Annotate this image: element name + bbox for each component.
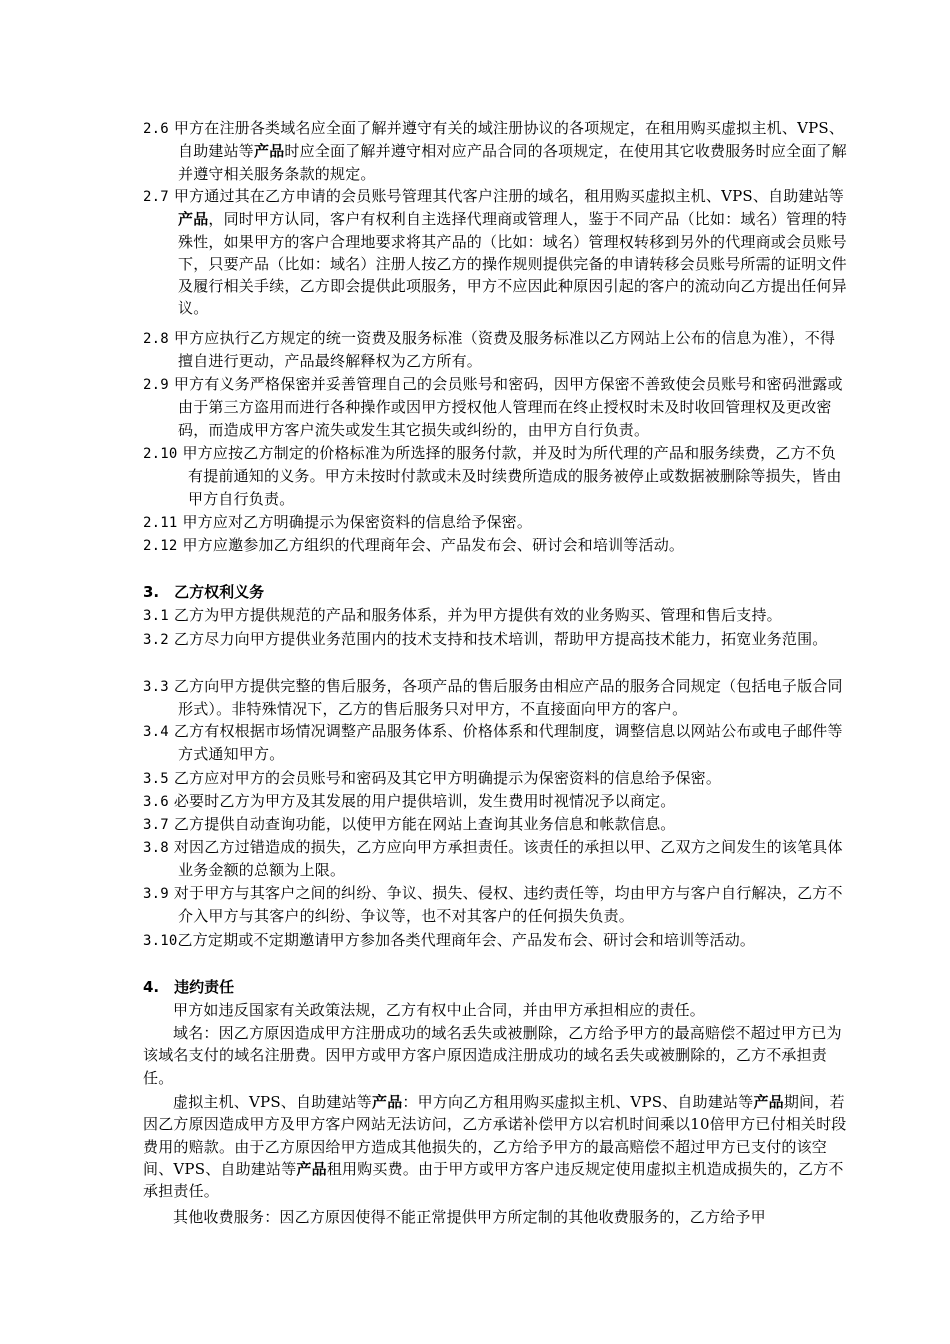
clause-3-9: 3.9 对于甲方与其客户之间的纠纷、争议、损失、侵权、违约责任等，均由甲方与客户自行解决，乙方不介入甲方与其客户的纠纷、争议等，也不对其客户的任何损失负责。 xyxy=(143,884,843,926)
clause-number: 2.11 xyxy=(143,515,178,531)
paragraph-hosting: 虚拟主机、VPS、自助建站等产品：甲方向乙方租用购买虚拟主机、VPS、自助建站等产品期间，若因乙方原因造成甲方及甲方客户网站无法访问，乙方承诺补偿甲方以宕机时间乘以10倍甲方已付相关时段费用的赔款。由于乙方原因给甲方造成其他损失的，乙方给予甲方的最高赔偿不超过甲方已支付的该空间、VPS、自助建站等产品租用购买费。由于甲方或甲方客户违反规定使用虚拟主机造成损失的，乙方不承担责任。 xyxy=(143,1093,847,1201)
clause-2-11: 2.11 甲方应对乙方明确提示为保密资料的信息给予保密。 xyxy=(143,513,533,531)
clause-number: 3.9 xyxy=(143,886,169,902)
clause-3-4: 3.4 乙方有权根据市场情况调整产品服务体系、价格体系和代理制度，调整信息以网站公布或电子邮件等方式通知甲方。 xyxy=(143,722,843,764)
clause-number: 3.6 xyxy=(143,794,169,810)
clause-number: 3.4 xyxy=(143,724,169,740)
paragraph-domain: 域名：因乙方原因造成甲方注册成功的域名丢失或被删除，乙方给予甲方的最高赔偿不超过甲方已为该域名支付的域名注册费。因甲方或甲方客户原因造成注册成功的域名丢失或被删除的，乙方不承担责任。 xyxy=(143,1024,842,1087)
clause-3-6: 3.6 必要时乙方为甲方及其发展的用户提供培训，发生费用时视情况予以商定。 xyxy=(143,792,676,810)
clause-number: 2.10 xyxy=(143,446,178,462)
keyword-product: 产品 xyxy=(372,1093,403,1111)
keyword-product: 产品 xyxy=(178,210,209,229)
clause-3-7: 3.7 乙方提供自动查询功能，以使甲方能在网站上查询其业务信息和帐款信息。 xyxy=(143,815,676,833)
clause-number: 3.7 xyxy=(143,817,169,833)
clause-3-8: 3.8 对因乙方过错造成的损失，乙方应向甲方承担责任。该责任的承担以甲、乙双方之间发生的该笔具体业务金额的总额为上限。 xyxy=(143,838,843,880)
clause-number: 3.3 xyxy=(143,679,169,695)
keyword-product: 产品 xyxy=(753,1093,784,1111)
clause-number: 2.7 xyxy=(143,189,169,205)
clause-2-10: 2.10 甲方应按乙方制定的价格标准为所选择的服务付款，并及时为所代理的产品和服务续费，乙方不负有提前通知的义务。甲方未按时付款或未及时续费所造成的服务被停止或数据被删除等损失，皆由甲方自行负责。 xyxy=(143,444,842,508)
clause-2-8: 2.8 甲方应执行乙方规定的统一资费及服务标准（资费及服务标准以乙方网站上公布的信息为准），不得擅自进行更动，产品最终解释权为乙方所有。 xyxy=(143,329,836,371)
clause-3-1: 3.1 乙方为甲方提供规范的产品和服务体系，并为甲方提供有效的业务购买、管理和售后支持。 xyxy=(143,606,782,624)
clause-3-10: 3.10乙方定期或不定期邀请甲方参加各类代理商年会、产品发布会、研讨会和培训等活动。 xyxy=(143,931,756,949)
clause-2-12: 2.12 甲方应邀参加乙方组织的代理商年会、产品发布会、研讨会和培训等活动。 xyxy=(143,536,685,554)
keyword-product: 产品 xyxy=(254,142,285,161)
clause-2-6: 2.6 甲方在注册各类域名应全面了解并遵守有关的域注册协议的各项规定，在租用购买虚拟主机、VPS、自助建站等产品时应全面了解并遵守相对应产品合同的各项规定，在使用其它收费服务时应全面了解并遵守相关服务条款的规定。 xyxy=(143,119,847,183)
clause-number: 2.12 xyxy=(143,538,178,554)
paragraph-other-services: 其他收费服务：因乙方原因使得不能正常提供甲方所定制的其他收费服务的，乙方给予甲 xyxy=(173,1208,766,1226)
clause-number: 3.5 xyxy=(143,771,169,787)
clause-number: 3.10 xyxy=(143,933,178,949)
clause-number: 2.6 xyxy=(143,121,169,137)
clause-number: 3.8 xyxy=(143,840,169,856)
clause-number: 3.1 xyxy=(143,608,169,624)
clause-number: 2.9 xyxy=(143,377,169,393)
clause-2-9: 2.9 甲方有义务严格保密并妥善管理自己的会员账号和密码，因甲方保密不善致使会员账号和密码泄露或由于第三方盗用而进行各种操作或因甲方授权他人管理而在终止授权时未及时收回管理权及更改密码，而造成甲方客户流失或发生其它损失或纠纷的，由甲方自行负责。 xyxy=(143,375,843,439)
clause-3-3: 3.3 乙方向甲方提供完整的售后服务，各项产品的售后服务由相应产品的服务合同规定（包括电子版合同形式）。非特殊情况下，乙方的售后服务只对甲方，不直接面向甲方的客户。 xyxy=(143,677,843,719)
clause-number: 3.2 xyxy=(143,632,169,648)
clause-number: 2.8 xyxy=(143,331,169,347)
paragraph-breach: 甲方如违反国家有关政策法规，乙方有权中止合同，并由甲方承担相应的责任。 xyxy=(173,1001,706,1019)
clause-3-2: 3.2 乙方尽力向甲方提供业务范围内的技术支持和技术培训，帮助甲方提高技术能力，拓宽业务范围。 xyxy=(143,630,828,648)
section-4-heading: 4. 违约责任 xyxy=(143,978,235,996)
clause-2-7: 2.7 甲方通过其在乙方申请的会员账号管理其代客户注册的域名，租用购买虚拟主机、VPS、自助建站等产品，同时甲方认同，客户有权利自主选择代理商或管理人，鉴于不同产品（比如：域名）管理的特殊性，如果甲方的客户合理地要求将其产品的（比如：域名）管理权转移到另外的代理商或会员账号下，只要产品（比如：域名）注册人按乙方的操作规则提供完备的申请转移会员账号所需的证明文件及履行相关手续，乙方即会提供此项服务，甲方不应因此种原因引起的客户的流动向乙方提出任何异议。 xyxy=(143,187,847,318)
section-3-heading: 3. 乙方权利义务 xyxy=(143,583,265,601)
clause-3-5: 3.5 乙方应对甲方的会员账号和密码及其它甲方明确提示为保密资料的信息给予保密。 xyxy=(143,769,722,787)
keyword-product: 产品 xyxy=(296,1159,327,1178)
